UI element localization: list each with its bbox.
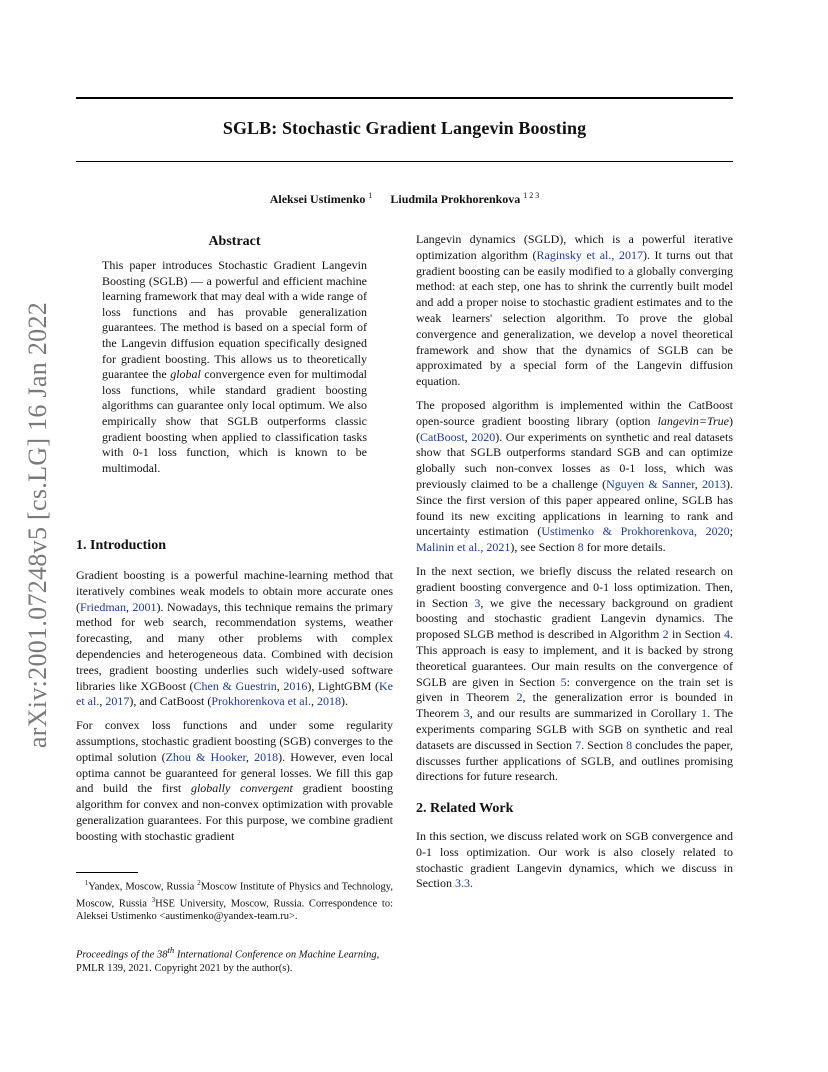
section-ref-link[interactable]: 4 bbox=[724, 627, 731, 642]
paragraph: The proposed algorithm is implemented within the CatBoost open-source gradient boosting library (option langevin=True) (CatBoost, 2020). Our experiments on synthetic and real datasets show that SGLB outperforms standard SGB and can optimize globally such non-convex losses as 0-1 loss, which was previously claimed to be a challenge (Nguyen & Sanner, 2013). Since the first version of this paper appeared online, SGLB has found its new exciting applications in learning to rank and uncertainty estimation (Ustimenko & Prokhorenkova, 2020; Malinin et al., 2021), see Section 8 for more details. bbox=[416, 397, 733, 555]
abstract-text: This paper introduces Stochastic Gradient Langevin Boosting (SGLB) — a powerful and efficient machine learning framework that may deal with a wide range of loss functions and has provable generalization guarantees. The method is based on a special form of the Langevin diffusion equation specifically designed for gradient boosting. This allows us to theoretically guarantee the global convergence even for multimodal loss functions, while standard gradient boosting algorithms can guarantee only local optimum. We also empirically show that SGLB outperforms classic gradient boosting when applied to classification tasks with 0-1 loss function, which is known to be multimodal. bbox=[102, 258, 368, 475]
citation-link[interactable]: Prokhorenkova et al. bbox=[211, 694, 311, 709]
citation-link[interactable]: Nguyen & Sanner bbox=[606, 476, 695, 491]
citation-link[interactable]: Ke et al. bbox=[76, 678, 393, 709]
paragraph: For convex loss functions and under some regularity assumptions, stochastic gradient boosting (SGB) converges to the optimal solution (Zhou & Hooker, 2018). However, even local optima cannot be guaranteed for general losses. We fill this gap and build the first globally convergent gradient boosting algorithm for convex and non-convex optimization with provable generalization guarantees. For this purpose, we combine gradient boosting with stochastic gradient bbox=[76, 718, 394, 843]
author-name: Aleksei Ustimenko bbox=[269, 192, 366, 206]
citation-link[interactable]: 2017 bbox=[105, 694, 130, 709]
section-ref-link[interactable]: 8 bbox=[577, 540, 584, 555]
author-affiliation: 1 bbox=[368, 191, 373, 200]
title-rule-bottom bbox=[76, 161, 733, 162]
paragraph: In this section, we discuss related work on SGB convergence and 0-1 loss optimization. Our work is also closely related to stochastic gradient Langevin dynamics, which we discuss in Section 3.3. bbox=[416, 829, 733, 891]
citation-link[interactable]: Zhou & Hooker bbox=[165, 749, 247, 764]
citation-link[interactable]: 2016 bbox=[283, 678, 308, 693]
citation-link[interactable]: Malinin et al., 2021 bbox=[416, 540, 511, 555]
arxiv-stamp bbox=[18, 290, 58, 760]
affiliation-footnote: $^1$Yandex, Moscow, Russia $^2$Moscow Institute of Physics and Technology, Moscow, Russia $^3$HSE University, Moscow, Russia. Correspondence to: Aleksei Ustimenko <austimenko@yandex-team.ru>. bbox=[76, 879, 393, 923]
arxiv-stamp-text: arXiv:2001.07248v5 [cs.LG] 16 Jan 2022 bbox=[23, 301, 52, 749]
theorem-ref-link[interactable]: 2 bbox=[516, 690, 523, 705]
section-heading-related-work: 2. Related Work bbox=[416, 801, 514, 817]
paragraph: Gradient boosting is a powerful machine-learning method that iteratively combines weak models to obtain more accurate ones (Friedman, 2001). Nowadays, this technique remains the primary method for web search, recommendation systems, weather forecasting, and many other problems with complex dependencies and heterogeneous data. Combined with decision trees, gradient boosting underlies such widely-used software libraries like XGBoost (Chen & Guestrin, 2016), LightGBM (Ke et al., 2017), and CatBoost (Prokhorenkova et al., 2018). bbox=[76, 568, 393, 709]
section-heading-introduction: 1. Introduction bbox=[76, 538, 166, 553]
corollary-ref-link[interactable]: 1 bbox=[701, 706, 708, 721]
citation-link[interactable]: 2001 bbox=[132, 599, 157, 614]
abstract-heading: Abstract bbox=[208, 234, 261, 249]
footnote-rule bbox=[76, 872, 138, 873]
citation-link[interactable]: Friedman bbox=[80, 599, 126, 614]
paragraph: In the next section, we briefly discuss the related research on gradient boosting convergence and 0-1 loss optimization. Then, in Section 3, we give the necessary background on gradient boosting and stochastic gradient Langevin dynamics. The proposed SLGB method is described in Algorithm 2 in Section 4. This approach is easy to implement, and it is backed by strong theoretical guarantees. Our main results on the convergence of SGLB are given in Section 5: convergence on the train set is given in Theorem 2, the generalization error is bounded in Theorem 3, and our results are summarized in Corollary 1. The experiments comparing SGLB with SGB on synthetic and real datasets are discussed in Section 7. Section 8 concludes the paper, discusses further applications of SGLB, and outlines promising directions for future research. bbox=[416, 563, 734, 784]
algorithm-ref-link[interactable]: 2 bbox=[662, 627, 669, 642]
citation-link[interactable]: Chen & Guestrin bbox=[193, 678, 277, 693]
citation-link[interactable]: 2018 bbox=[316, 694, 341, 709]
author-list bbox=[76, 191, 733, 207]
citation-link[interactable]: CatBoost bbox=[420, 429, 465, 444]
paragraph: Langevin dynamics (SGLD), which is a powerful iterative optimization algorithm (Raginsky et al., 2017). It turns out that gradient boosting can be easily modified to a globally converging method: at each step, one has to shrink the currently built model and add a proper noise to stochastic gradient estimates and to the weak learners' selection algorithm. To prove the global convergence and generalization, we develop a novel theoretical framework and show that the dynamics of SGLB can be approximated by a special form of the Langevin diffusion equation. bbox=[416, 232, 734, 389]
section-ref-link[interactable]: 3 bbox=[474, 595, 481, 610]
paper-title: SGLB: Stochastic Gradient Langevin Boosting bbox=[222, 118, 587, 138]
author-name: Liudmila Prokhorenkova bbox=[390, 192, 521, 206]
introduction-body bbox=[76, 568, 393, 853]
title-rule-top bbox=[76, 97, 733, 99]
citation-link[interactable]: 2013 bbox=[702, 476, 726, 491]
right-column bbox=[416, 232, 733, 900]
theorem-ref-link[interactable]: 3 bbox=[463, 706, 470, 721]
section-ref-link[interactable]: 3.3 bbox=[455, 876, 470, 891]
section-ref-link[interactable]: 7 bbox=[575, 737, 582, 752]
proceedings-note: Proceedings of the 38th International Conference on Machine Learning, PMLR 139, 2021. Copyright 2021 by the author(s). bbox=[76, 945, 380, 974]
citation-link[interactable]: Raginsky et al., 2017 bbox=[536, 247, 643, 262]
citation-link[interactable]: 2020 bbox=[471, 429, 496, 444]
citation-link[interactable]: 2018 bbox=[254, 749, 279, 764]
author-affiliation: 1 2 3 bbox=[523, 191, 540, 200]
section-ref-link[interactable]: 8 bbox=[626, 737, 633, 752]
section-ref-link[interactable]: 5 bbox=[560, 674, 567, 689]
left-column bbox=[76, 232, 394, 974]
citation-link[interactable]: Ustimenko & Prokhorenkova, 2020 bbox=[541, 524, 730, 539]
